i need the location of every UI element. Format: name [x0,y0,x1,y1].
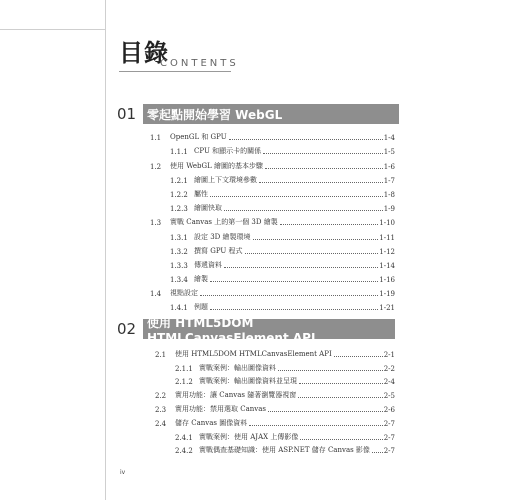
toc-entry[interactable] [150,185,395,199]
toc-entry-page: 2-7 [383,447,395,456]
toc-entry[interactable] [155,428,395,442]
toc-leader-dots [259,181,383,183]
toc-entry[interactable] [150,142,395,156]
toc-leader-dots [300,438,382,440]
toc-entry-page: 1-6 [383,162,395,171]
toc-entry-title: 例題 [194,303,208,312]
toc-entry-number: 2.4.2 [175,447,193,456]
toc-entry-title: 使用 HTML5DOM HTMLCanvasElement API [175,349,332,358]
toc-entry-number: 1.2.1 [170,176,188,185]
toc-leader-dots [210,308,378,310]
toc-entry-number: 2.4 [155,419,167,428]
toc-entry[interactable] [155,400,395,414]
chapter-heading [117,315,395,345]
toc-entry[interactable] [155,373,395,387]
toc-leader-dots [210,280,378,282]
toc-entry-title: 實用功能：禁用選取 Canvas [175,404,266,413]
toc-leader-dots [253,238,379,240]
toc-entry-number: 1.3 [150,219,162,228]
toc-entry-number: 2.1.1 [175,364,193,373]
toc-leader-dots [249,424,383,426]
toc-entry-page: 1-16 [379,276,395,285]
toc-entry-title: 繪圖快取 [194,204,222,213]
chapter-toc-list [155,345,395,455]
toc-entry-number: 2.4.1 [175,433,193,442]
toc-entry-number: 1.2.3 [170,205,188,214]
toc-leader-dots [224,209,383,211]
toc-entry-title: 傳遞資料 [194,260,222,269]
toc-leader-dots [200,294,378,296]
toc-entry-page: 1-7 [383,176,395,185]
toc-entry-page: 2-2 [383,364,395,373]
toc-entry-title: 實戰案例：使用 AJAX 上傳影像 [199,432,299,441]
toc-entry[interactable] [150,156,395,170]
margin-rule-vertical [105,0,106,500]
chapter-title: 零起點開始學習 WebGL [143,104,399,124]
toc-entry-number: 2.2 [155,392,167,401]
page-subtitle: CONTENTS [160,58,239,69]
chapter-toc-list [150,128,395,312]
toc-entry-number: 2.3 [155,405,167,414]
toc-entry-page: 2-6 [383,405,395,414]
toc-entry-title: 實戰偶查基礎知識：使用 ASP.NET 儲存 Canvas 影像 [199,446,370,455]
toc-entry-number: 1.2.2 [170,190,188,199]
toc-entry-title: CPU 和顯示卡的關係 [194,147,262,156]
toc-entry-title: 視點設定 [170,289,198,298]
toc-entry-number: 2.1.2 [175,378,193,387]
toc-entry-number: 1.4 [150,290,162,299]
toc-entry[interactable] [155,414,395,428]
toc-entry[interactable] [150,284,395,298]
toc-entry-title: OpenGL 和 GPU [170,133,227,142]
toc-entry-number: 1.1 [150,134,162,143]
toc-entry-number: 1.3.2 [170,247,188,256]
toc-entry-title: 繪圖上下文環境參數 [194,175,257,184]
toc-entry-number: 1.3.4 [170,276,188,285]
margin-rule-horizontal [0,29,105,30]
toc-leader-dots [280,223,379,225]
toc-entry[interactable] [150,227,395,241]
toc-entry[interactable] [155,359,395,373]
toc-entry-title: 實用功能：讓 Canvas 隨著瀏覽器視窗 [175,391,297,400]
toc-entry[interactable] [150,213,395,227]
toc-entry[interactable] [155,386,395,400]
toc-entry-page: 1-21 [379,304,395,313]
toc-entry-number: 1.3.3 [170,261,188,270]
toc-leader-dots [245,252,379,254]
toc-entry-page: 1-4 [383,134,395,143]
toc-entry-page: 1-8 [383,190,395,199]
toc-leader-dots [278,369,383,371]
page-number: iv [120,469,126,476]
toc-entry-page: 1-14 [379,261,395,270]
toc-entry[interactable] [155,442,395,456]
toc-entry-page: 2-7 [383,419,395,428]
chapter-number: 02 [117,320,137,338]
toc-entry-title: 實戰案例：輸出圖像資料 [199,363,276,372]
toc-entry-title: 實戰案例：輸出圖像資料並呈現 [199,377,297,386]
toc-entry-page: 1-11 [379,233,395,242]
toc-leader-dots [298,396,383,398]
toc-leader-dots [268,410,383,412]
toc-entry-title: 設定 3D 繪製環境 [194,232,251,241]
toc-leader-dots [263,152,383,154]
toc-entry-page: 1-12 [379,247,395,256]
toc-entry-page: 2-1 [383,350,395,359]
title-underline [119,71,231,72]
toc-entry[interactable] [150,199,395,213]
toc-entry[interactable] [155,345,395,359]
toc-leader-dots [224,266,378,268]
toc-entry-page: 1-5 [383,148,395,157]
toc-entry-title: 撰寫 GPU 程式 [194,246,243,255]
toc-leader-dots [265,167,383,169]
chapter-number: 01 [117,105,137,123]
toc-leader-dots [372,451,383,453]
toc-entry-title: 使用 WebGL 繪圖的基本步驟 [170,161,263,170]
toc-entry-title: 儲存 Canvas 圖像資料 [175,418,248,427]
chapter-heading [117,104,399,124]
toc-leader-dots [334,355,383,357]
toc-entry-number: 1.2 [150,162,162,171]
toc-entry[interactable] [150,270,395,284]
toc-entry-number: 1.3.1 [170,233,188,242]
toc-entry-number: 2.1 [155,350,167,359]
toc-entry-title: 繪製 [194,275,208,284]
chapter-title: 使用 HTML5DOM HTMLCanvasElement API [143,319,395,339]
toc-entry-page: 2-4 [383,378,395,387]
toc-leader-dots [210,195,383,197]
toc-entry-page: 1-19 [379,290,395,299]
toc-entry-title: 實戰 Canvas 上的第一個 3D 繪製 [170,218,278,227]
toc-entry-page: 2-7 [383,433,395,442]
toc-entry-page: 1-9 [383,205,395,214]
toc-entry-page: 1-10 [379,219,395,228]
toc-leader-dots [229,138,383,140]
toc-entry-title: 屬性 [194,189,208,198]
toc-leader-dots [299,382,383,384]
toc-entry-number: 1.4.1 [170,304,188,313]
toc-entry[interactable] [150,128,395,142]
toc-entry[interactable] [150,256,395,270]
toc-entry[interactable] [150,298,395,312]
toc-entry-page: 2-5 [383,392,395,401]
toc-entry[interactable] [150,242,395,256]
toc-entry[interactable] [150,171,395,185]
page-title: 目錄 [119,39,169,67]
toc-entry-number: 1.1.1 [170,148,188,157]
